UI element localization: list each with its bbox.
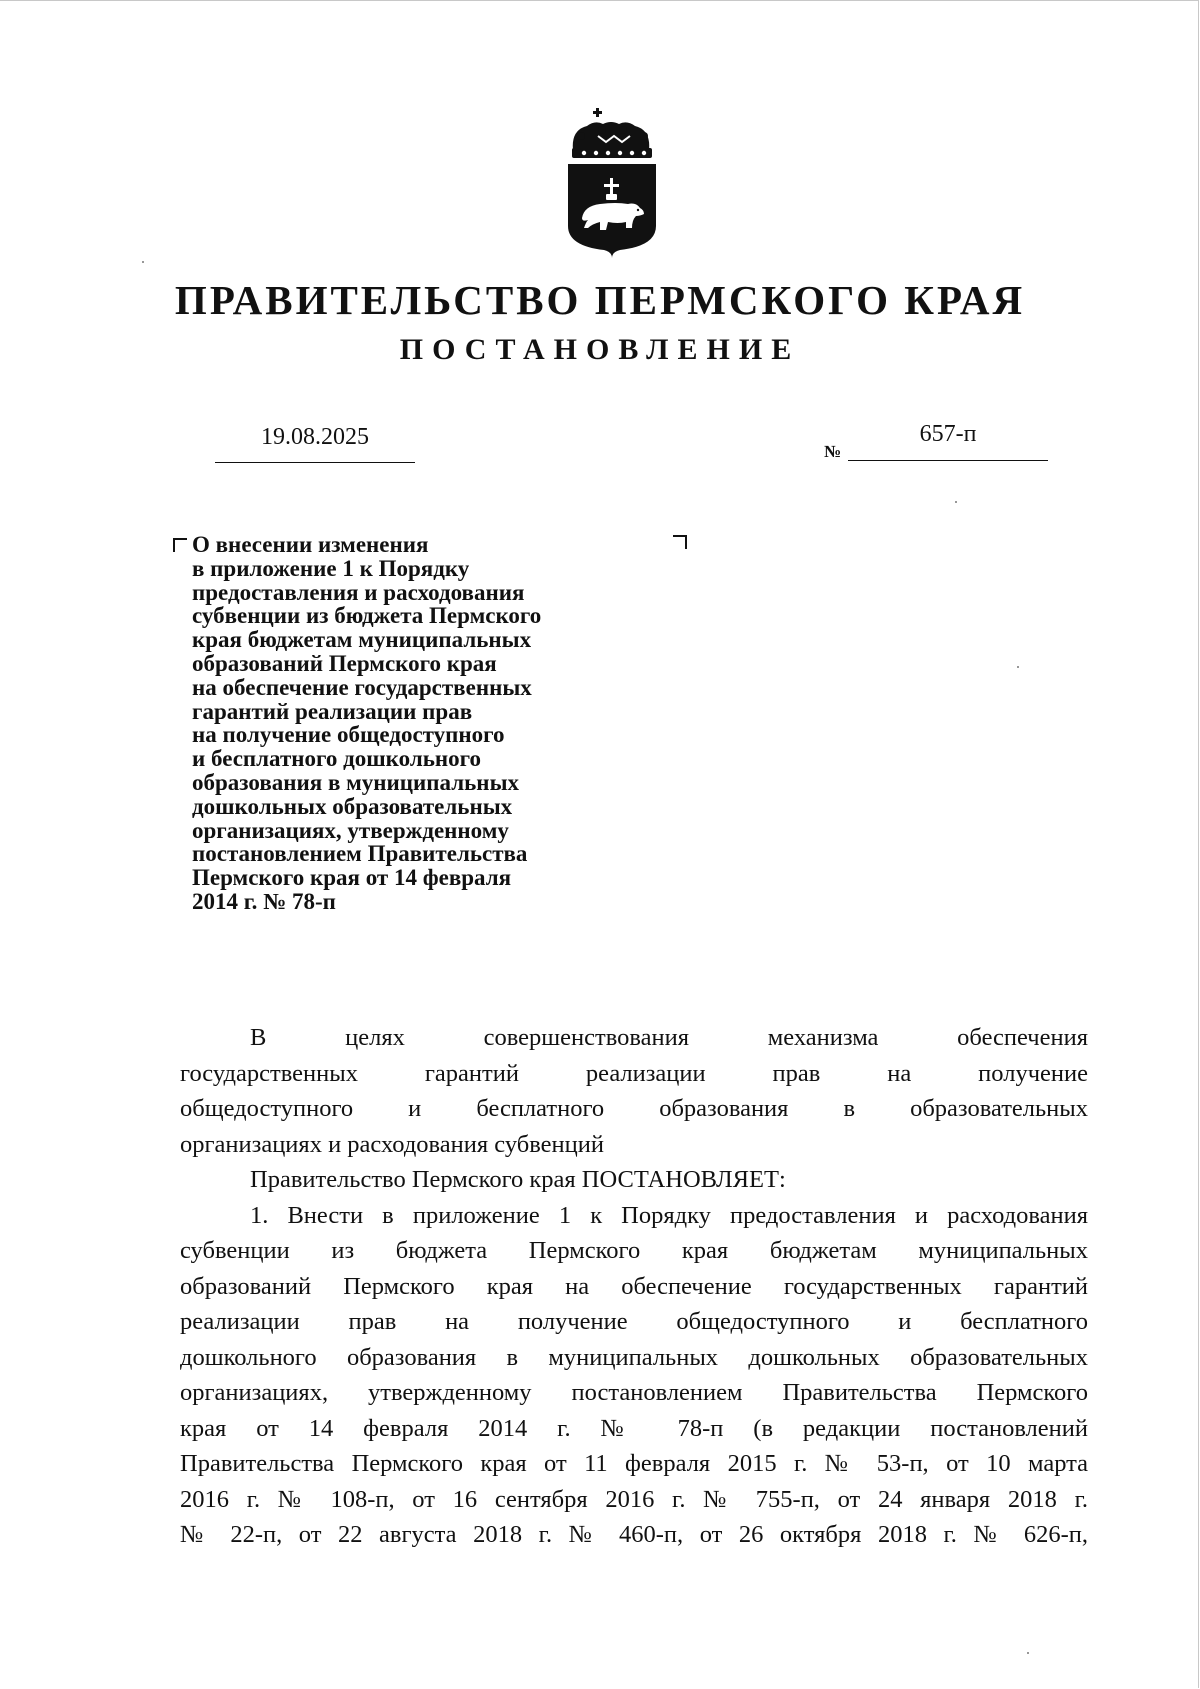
document-body — [180, 1020, 1088, 1553]
subject-line: гарантий реализации прав — [192, 698, 473, 724]
subject-line: Пермского края от 14 февраля — [192, 865, 512, 891]
resolution-paragraph — [180, 1162, 1088, 1198]
subject-line: в приложение 1 к Порядку — [192, 555, 470, 581]
subject-line: дошкольных образовательных — [192, 793, 513, 819]
document-date: 19.08.2025 — [215, 424, 415, 463]
resolution-line: Правительство Пермского края ПОСТАНОВЛЯЕТ: — [250, 1166, 786, 1193]
scan-speck — [1017, 666, 1019, 668]
subject-line: образований Пермского края — [192, 650, 497, 676]
preamble-line: государственных гарантий реализации прав на получение — [180, 1059, 1088, 1087]
document-type-heading: ПОСТАНОВЛЕНИЕ — [399, 333, 801, 366]
item-1-line: края от 14 февраля 2014 г. № 78-п (в редакции постановлений — [180, 1414, 1088, 1442]
preamble-line: организациях и расходования субвенций — [180, 1130, 604, 1158]
scan-speck — [955, 501, 957, 503]
item-1-line: 1. Внести в приложение 1 к Порядку предоставления и расходования — [250, 1201, 1088, 1229]
subject-bracket-right — [673, 535, 687, 549]
subject-line: предоставления и расходования — [192, 579, 525, 605]
number-sign: № — [824, 442, 842, 461]
document-subject — [192, 533, 672, 914]
subject-bracket-left — [173, 538, 187, 552]
subject-line: организациях, утвержденному — [192, 817, 509, 843]
subject-line: субвенции из бюджета Пермского — [192, 603, 542, 629]
item-1-line: образований Пермского края на обеспечение государственных гарантий — [180, 1272, 1088, 1300]
preamble-line: В целях совершенствования механизма обеспечения — [250, 1024, 1088, 1051]
scan-speck — [142, 261, 144, 263]
item-1-line: дошкольного образования в муниципальных дошкольных образовательных — [180, 1343, 1088, 1371]
coat-of-arms-icon — [560, 106, 664, 260]
item-1-line: Правительства Пермского края от 11 февраля 2015 г. № 53-п, от 10 марта — [180, 1450, 1088, 1477]
item-1-paragraph — [180, 1198, 1088, 1553]
scan-speck — [1027, 1652, 1029, 1654]
subject-line: О внесении изменения — [192, 532, 429, 557]
subject-line: образования в муниципальных — [192, 769, 520, 795]
subject-line: на получение общедоступного — [192, 722, 505, 748]
subject-line: края бюджетам муниципальных — [192, 627, 532, 653]
preamble-paragraph — [180, 1020, 1088, 1162]
government-title: ПРАВИТЕЛЬСТВО ПЕРМСКОГО КРАЯ — [174, 277, 1026, 323]
document-number: 657-п — [848, 421, 1048, 461]
item-1-line: 2016 г. № 108-п, от 16 сентября 2016 г. № 755-п, от 24 января 2018 г. — [180, 1485, 1088, 1513]
subject-line: 2014 г. № 78-п — [192, 888, 336, 914]
preamble-line: общедоступного и бесплатного образования в образовательных — [180, 1095, 1088, 1122]
item-1-line: субвенции из бюджета Пермского края бюджетам муниципальных — [180, 1237, 1088, 1264]
item-1-line: реализации прав на получение общедоступного и бесплатного — [180, 1308, 1088, 1335]
subject-line: постановлением Правительства — [192, 841, 528, 867]
subject-line: на обеспечение государственных — [192, 674, 532, 700]
subject-line: и бесплатного дошкольного — [192, 746, 482, 772]
item-1-line: организациях, утвержденному постановлением Правительства Пермского — [180, 1379, 1088, 1406]
item-1-line: № 22-п, от 22 августа 2018 г. № 460-п, от 26 октября 2018 г. № 626-п, — [180, 1521, 1088, 1548]
